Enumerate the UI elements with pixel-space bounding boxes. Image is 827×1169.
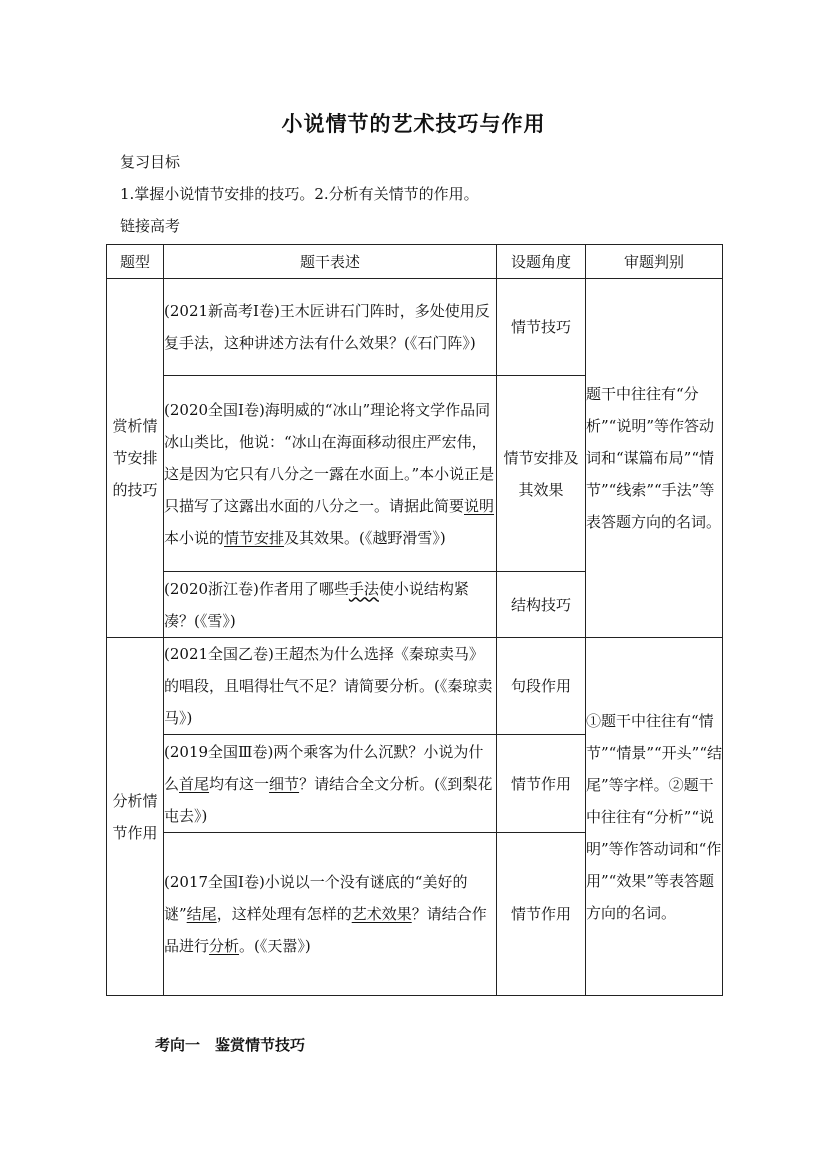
question-type-cell: 分析情节作用	[107, 638, 164, 996]
underlined-keyword: 艺术效果	[351, 905, 412, 923]
question-stem: (2020浙江卷)作者用了哪些手法使小说结构紧凑？(《雪》)	[164, 572, 497, 638]
question-stem: (2017全国Ⅰ卷)小说以一个没有谜底的“美好的谜”结尾，这样处理有怎样的艺术效果？请结合作品进行分析。(《天嚣》)	[164, 833, 497, 996]
question-angle: 情节作用	[497, 735, 586, 833]
question-type-cell: 赏析情节安排的技巧	[107, 279, 164, 638]
underlined-keyword: 结尾	[186, 905, 217, 923]
review-goals-text: 1.掌握小说情节安排的技巧。2.分析有关情节的作用。	[120, 185, 479, 203]
page-title: 小说情节的艺术技巧与作用	[281, 111, 546, 136]
underlined-keyword: 分析	[209, 937, 240, 955]
question-stem: (2021全国乙卷)王超杰为什么选择《秦琼卖马》的唱段，且唱得壮气不足？请简要分析。(《秦琼卖马》)	[164, 638, 497, 735]
underlined-keyword: 细节	[269, 774, 300, 793]
review-goals-label: 复习目标	[120, 153, 181, 171]
question-angle: 句段作用	[497, 638, 586, 735]
judge-note: ①题干中往往有“情节”“情景”“开头”“结尾”等字样。②题干中往往有“分析”“说明”等作答动词和“作用”“效果”等表答题方向的名词。	[586, 638, 723, 996]
link-exam-label: 链接高考	[120, 217, 181, 235]
header-type: 题型	[107, 245, 164, 279]
question-angle: 结构技巧	[497, 572, 586, 638]
header-judge: 审题判别	[586, 245, 723, 279]
underlined-keyword: 手法	[348, 579, 379, 598]
underlined-keyword: 首尾	[179, 774, 210, 793]
header-angle: 设题角度	[497, 245, 586, 279]
underlined-keyword: 说明	[464, 496, 495, 515]
table-header-row	[107, 245, 723, 279]
question-stem: (2019全国Ⅲ卷)两个乘客为什么沉默？小说为什么首尾均有这一细节？请结合全文分析。(《到梨花屯去》)	[164, 735, 497, 833]
question-stem: (2020全国Ⅰ卷)海明威的“冰山”理论将文学作品同冰山类比，他说：“冰山在海面移动很庄严宏伟，这是因为它只有八分之一露在水面上。”本小说正是只描写了这露出水面的八分之一。请据此简要说明本小说的情节安排及其效果。(《越野滑雪》)	[164, 376, 497, 572]
section-heading: 考向一 鉴赏情节技巧	[155, 1036, 306, 1054]
question-angle: 情节作用	[497, 833, 586, 996]
table-row	[107, 638, 723, 735]
question-stem: (2021新高考Ⅰ卷)王木匠讲石门阵时，多处使用反复手法，这种讲述方法有什么效果？(《石门阵》)	[164, 279, 497, 376]
question-angle: 情节安排及其效果	[497, 376, 586, 572]
underlined-keyword: 情节安排	[224, 528, 285, 547]
exam-question-table	[106, 244, 723, 996]
table-row	[107, 279, 723, 376]
question-angle: 情节技巧	[497, 279, 586, 376]
header-stem: 题干表述	[164, 245, 497, 279]
judge-note: 题干中往往有“分析”“说明”等作答动词和“谋篇布局”“情节”“线索”“手法”等表答题方向的名词。	[586, 279, 723, 638]
